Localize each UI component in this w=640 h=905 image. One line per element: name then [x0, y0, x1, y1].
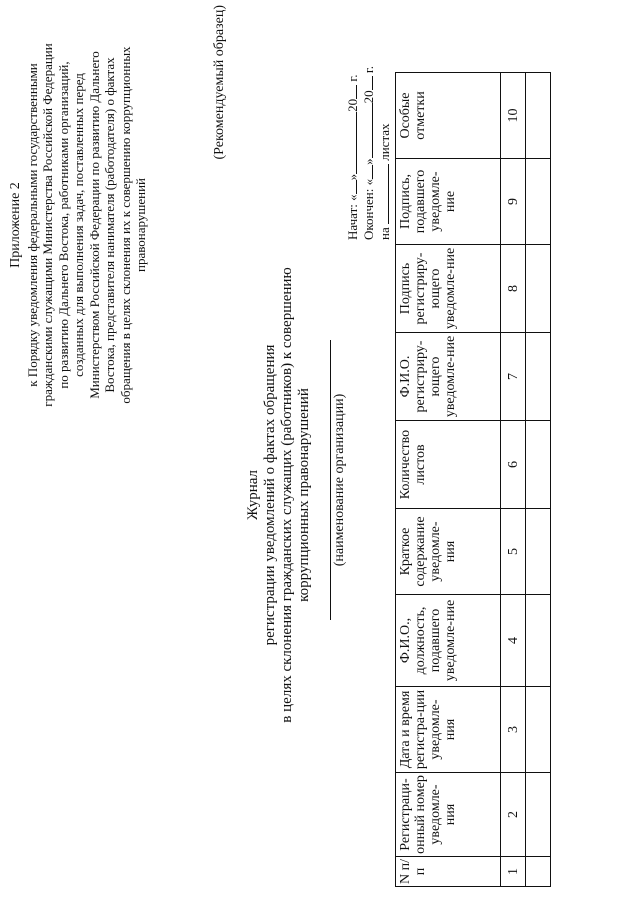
header-row	[396, 73, 501, 887]
column-number: 5	[501, 509, 526, 595]
day-blank	[356, 180, 357, 194]
org-name-underline	[330, 340, 331, 620]
sheets-line: на листах	[377, 123, 392, 240]
sample-note: (Рекомендуемый образец)	[212, 5, 227, 160]
header-cell: Краткое содержание уведомле-ния	[396, 509, 501, 595]
header-cell: Особые отметки	[396, 73, 501, 159]
month-blank	[372, 103, 373, 158]
column-number: 7	[501, 333, 526, 421]
column-number-row	[501, 73, 526, 887]
header-cell: Ф.И.О. регистриру-ющего уведомле-ние	[396, 333, 501, 421]
column-number: 3	[501, 687, 526, 773]
dates-block	[345, 10, 393, 240]
appendix-line: гражданскими служащими Министерства Российской Федерации	[40, 43, 55, 407]
appendix-line: обращения в целях склонения их к совершению коррупционных	[117, 46, 133, 404]
appendix-line: Востока, представителя нанимателя (работодателя) о фактах	[102, 57, 117, 393]
empty-cell[interactable]	[526, 421, 551, 509]
header-cell: Регистраци-онный номер уведомле-ния	[396, 773, 501, 857]
journal-line: в целях склонения гражданских служащих (работников) к совершению	[279, 267, 295, 723]
empty-row	[526, 73, 551, 887]
journal-line: регистрации уведомлений о фактах обращения	[262, 344, 278, 646]
sheets-blank	[388, 164, 389, 224]
journal-title: Журнал	[245, 470, 261, 521]
appendix-line: созданных для выполнения задач, поставленных перед	[71, 73, 86, 377]
empty-cell[interactable]	[526, 773, 551, 857]
header-cell: Подпись регистриру-ющего уведомле-ние	[396, 245, 501, 333]
appendix-block	[8, 15, 149, 435]
column-number: 1	[501, 857, 526, 887]
column-number: 4	[501, 595, 526, 687]
column-number: 10	[501, 73, 526, 159]
column-number: 8	[501, 245, 526, 333]
empty-cell[interactable]	[526, 245, 551, 333]
year-blank	[356, 85, 357, 99]
empty-cell[interactable]	[526, 857, 551, 887]
ended-line: Окончен: «»20 г.	[361, 65, 376, 240]
empty-cell[interactable]	[526, 73, 551, 159]
started-line: Начат: «»20 г.	[345, 74, 360, 240]
column-number: 2	[501, 773, 526, 857]
empty-cell[interactable]	[526, 687, 551, 773]
org-name-label: (наименование организации)	[332, 393, 347, 567]
empty-cell[interactable]	[526, 509, 551, 595]
month-blank	[356, 112, 357, 174]
journal-heading	[245, 235, 313, 755]
empty-cell[interactable]	[526, 159, 551, 245]
empty-cell[interactable]	[526, 333, 551, 421]
header-cell: Дата и время регистра-ции уведомле-ния	[396, 687, 501, 773]
header-cell: Количество листов	[396, 421, 501, 509]
journal-line: коррупционных правонарушений	[296, 388, 312, 602]
appendix-title: Приложение 2	[8, 182, 23, 268]
header-cell: N п/п	[396, 857, 501, 887]
header-cell: Подпись, подавшего уведомле-ние	[396, 159, 501, 245]
appendix-line: Министерством Российской Федерации по развитию Дальнего	[86, 51, 102, 399]
day-blank	[372, 165, 373, 179]
journal-table	[395, 72, 551, 887]
column-number: 9	[501, 159, 526, 245]
appendix-line: к Порядку уведомления федеральными государственными	[24, 63, 40, 387]
empty-cell[interactable]	[526, 595, 551, 687]
appendix-line: по развитию Дальнего Востока, работниками организаций,	[55, 61, 71, 389]
column-number: 6	[501, 421, 526, 509]
header-cell: Ф.И.О., должность, подавшего уведомле-ние	[396, 595, 501, 687]
year-blank	[372, 76, 373, 90]
appendix-line: правонарушений	[133, 178, 148, 272]
